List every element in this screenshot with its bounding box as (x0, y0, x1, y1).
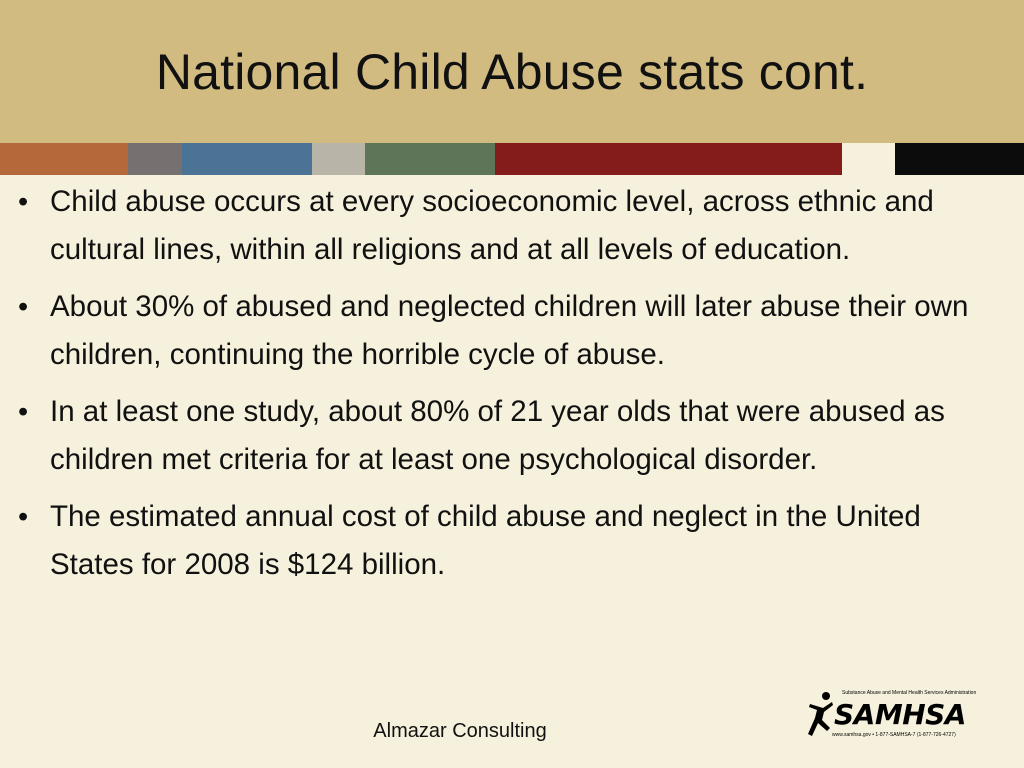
bullet-text: Child abuse occurs at every socioeconomic level, across ethnic and cultural lines, within all religions and at all levels of education. (50, 185, 934, 266)
color-stripe (0, 143, 128, 175)
footer-text: Almazar Consulting (373, 720, 547, 742)
color-stripe (895, 143, 1024, 175)
bullet-item (0, 283, 1024, 379)
bullet-marker: • (18, 501, 29, 533)
color-stripe (128, 143, 182, 175)
bullet-item (0, 388, 1024, 484)
bullet-list (0, 178, 1024, 598)
logo-contact: www.samhsa.gov • 1-877-SAMHSA-7 (1-877-726-4727) (832, 732, 956, 738)
logo-wordmark: SAMHSA (834, 698, 966, 731)
color-stripe (182, 143, 312, 175)
samhsa-logo (806, 688, 978, 744)
bullet-marker: • (18, 291, 29, 323)
bullet-marker: • (18, 186, 29, 218)
bullet-text: The estimated annual cost of child abuse and neglect in the United States for 2008 is $124 billion. (50, 500, 921, 581)
color-stripe (312, 143, 365, 175)
color-stripe-bar (0, 143, 1024, 175)
color-stripe (495, 143, 841, 175)
color-stripe (842, 143, 895, 175)
slide-title: National Child Abuse stats cont. (155, 43, 869, 100)
bullet-item (0, 178, 1024, 274)
bullet-text: About 30% of abused and neglected children will later abuse their own children, continuing the horrible cycle of abuse. (50, 290, 969, 371)
bullet-item (0, 493, 1024, 589)
bullet-marker: • (18, 396, 29, 428)
color-stripe (365, 143, 495, 175)
bullet-text: In at least one study, about 80% of 21 year olds that were abused as children met criteria for at least one psychological disorder. (50, 395, 945, 476)
logo-tagline: Substance Abuse and Mental Health Services Administration (842, 690, 977, 696)
